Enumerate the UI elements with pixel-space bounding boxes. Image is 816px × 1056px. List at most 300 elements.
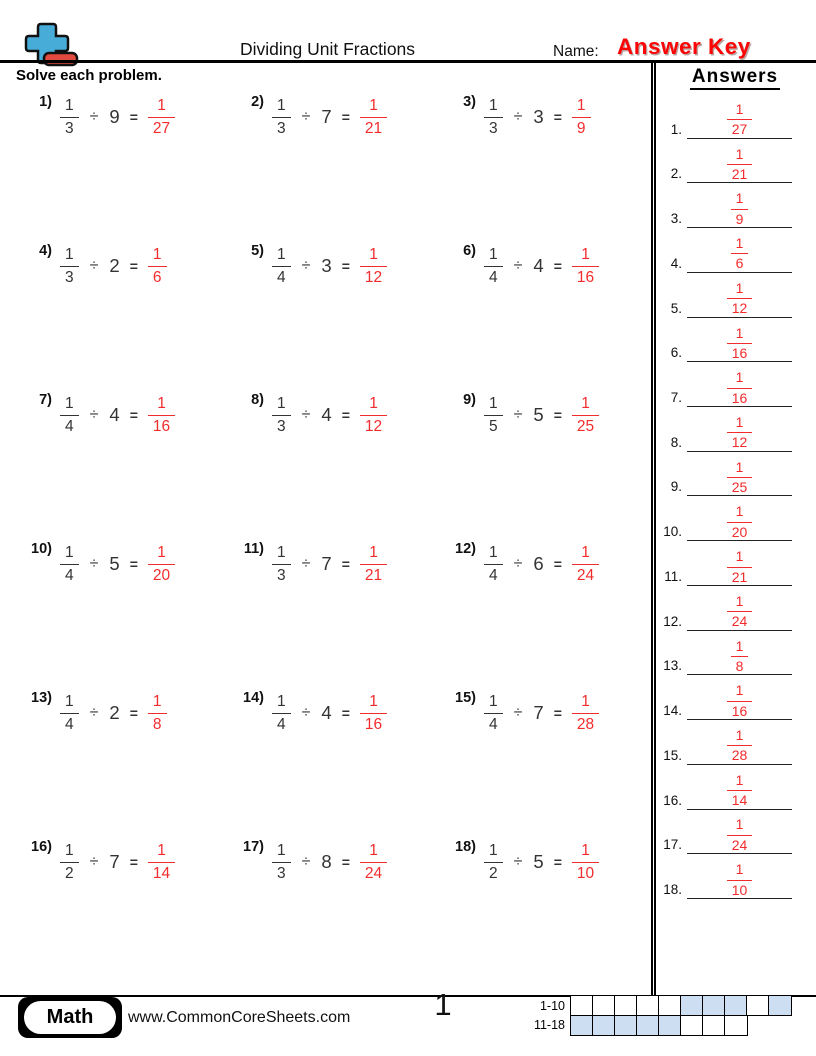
answer-fraction-denominator: 25 — [572, 415, 599, 435]
answer-number: 12. — [663, 613, 682, 629]
problem-number: 2) — [251, 94, 264, 110]
answer-number: 7. — [670, 390, 682, 406]
answer-fraction — [148, 395, 175, 434]
divide-sign: ÷ — [89, 108, 99, 125]
problem — [438, 94, 650, 140]
fraction-numerator: 1 — [489, 97, 498, 115]
answer-blank-line — [687, 94, 792, 139]
fraction-denominator: 4 — [272, 266, 291, 286]
fraction-numerator: 1 — [489, 842, 498, 860]
problem — [14, 839, 226, 885]
answer-fraction-numerator: 1 — [369, 395, 378, 413]
divisor-number: 4 — [109, 404, 120, 425]
score-cell — [658, 995, 682, 1016]
divide-sign: ÷ — [89, 406, 99, 423]
problem — [226, 839, 438, 885]
fraction-numerator: 1 — [65, 246, 74, 264]
divisor-number: 5 — [533, 851, 544, 872]
answers-heading-label: Answers — [690, 66, 780, 90]
answer-key-numerator: 1 — [735, 190, 744, 207]
answer-row — [656, 586, 792, 631]
answer-blank-line — [687, 496, 792, 541]
dividend-fraction — [60, 246, 79, 285]
answer-key-denominator: 10 — [727, 880, 753, 898]
answer-number: 15. — [663, 747, 682, 763]
answer-key-denominator: 6 — [731, 253, 749, 271]
fraction-denominator: 3 — [272, 117, 291, 137]
problem-number: 12) — [455, 541, 476, 557]
dividend-fraction — [60, 395, 79, 434]
fraction-denominator: 4 — [272, 713, 291, 733]
divisor-number: 5 — [533, 404, 544, 425]
divisor-number: 5 — [109, 553, 120, 574]
fraction-numerator: 1 — [489, 544, 498, 562]
score-cell — [680, 995, 704, 1016]
answer-blank-line — [687, 631, 792, 676]
answer-blank-line — [687, 228, 792, 273]
answer-fraction — [148, 842, 175, 881]
answer-row — [656, 183, 792, 228]
answer-fraction-numerator: 1 — [157, 97, 166, 115]
divide-sign: ÷ — [513, 555, 523, 572]
answer-key-denominator: 14 — [727, 790, 753, 808]
divisor-number: 9 — [109, 106, 120, 127]
answer-blank-line — [687, 854, 792, 899]
answer-key-denominator: 12 — [727, 298, 753, 316]
answer-key-numerator: 1 — [735, 279, 744, 296]
problem-number: 17) — [243, 839, 264, 855]
dividend-fraction — [272, 544, 291, 583]
fraction-denominator: 2 — [484, 862, 503, 882]
fraction-numerator: 1 — [277, 693, 286, 711]
equals-sign: = — [341, 258, 350, 274]
problem — [14, 94, 226, 140]
answer-fraction-numerator: 1 — [152, 693, 162, 711]
answer-blank-line — [687, 810, 792, 855]
answer-row — [656, 228, 792, 273]
score-row — [527, 995, 792, 1016]
score-cell — [702, 1015, 726, 1036]
answer-key-fraction — [727, 504, 753, 540]
divisor-number: 4 — [533, 255, 544, 276]
dividend-fraction — [272, 97, 291, 136]
fraction-numerator: 1 — [277, 842, 286, 860]
fraction-numerator: 1 — [65, 395, 74, 413]
answer-number: 8. — [670, 434, 682, 450]
problem — [226, 690, 438, 736]
problem — [226, 243, 438, 289]
score-cell — [592, 995, 616, 1016]
answer-fraction-numerator: 1 — [581, 842, 590, 860]
problem — [438, 839, 650, 885]
fraction-numerator: 1 — [65, 544, 74, 562]
problem-number: 3) — [463, 94, 476, 110]
answer-fraction-numerator: 1 — [369, 693, 378, 711]
equals-sign: = — [341, 556, 350, 572]
answer-key-denominator: 8 — [731, 656, 749, 674]
answer-fraction-numerator: 1 — [157, 544, 166, 562]
divide-sign: ÷ — [89, 555, 99, 572]
answer-fraction — [360, 97, 387, 136]
score-cell — [570, 995, 594, 1016]
answer-fraction-denominator: 12 — [360, 415, 387, 435]
answer-fraction-numerator: 1 — [581, 246, 590, 264]
divisor-number: 4 — [321, 404, 332, 425]
answer-key-fraction — [727, 549, 753, 585]
answer-fraction-denominator: 16 — [360, 713, 387, 733]
answer-fraction-numerator: 1 — [581, 395, 590, 413]
answer-fraction-numerator: 1 — [369, 842, 378, 860]
fraction-denominator: 4 — [484, 266, 503, 286]
equals-sign: = — [553, 258, 562, 274]
answer-number: 18. — [663, 881, 682, 897]
answer-fraction-numerator: 1 — [369, 97, 378, 115]
problem-number: 1) — [39, 94, 52, 110]
equals-sign: = — [129, 258, 138, 274]
equals-sign: = — [341, 109, 350, 125]
answer-row — [656, 139, 792, 184]
problem — [226, 392, 438, 438]
page-title: Dividing Unit Fractions — [239, 39, 416, 59]
equals-sign: = — [129, 407, 138, 423]
website-url: www.CommonCoreSheets.com — [128, 1009, 351, 1026]
problem — [14, 243, 226, 289]
score-cell — [768, 995, 792, 1016]
divide-sign: ÷ — [89, 853, 99, 870]
fraction-denominator: 3 — [272, 862, 291, 882]
answer-number: 14. — [663, 703, 682, 719]
fraction-denominator: 4 — [484, 564, 503, 584]
answer-number: 16. — [663, 792, 682, 808]
answer-fraction-numerator: 1 — [581, 544, 590, 562]
answer-row — [656, 318, 792, 363]
divisor-number: 7 — [321, 106, 332, 127]
header-divider-line — [0, 60, 816, 63]
answer-blank-line — [687, 273, 792, 318]
answer-row — [656, 273, 792, 318]
answer-fraction — [360, 842, 387, 881]
answer-fraction-denominator: 12 — [360, 266, 387, 286]
fraction-numerator: 1 — [489, 246, 498, 264]
answer-fraction-denominator: 16 — [572, 266, 599, 286]
answer-key-fraction — [727, 773, 753, 809]
answer-fraction — [148, 693, 167, 732]
equals-sign: = — [129, 854, 138, 870]
problem — [14, 690, 226, 736]
answer-key-fraction — [727, 281, 753, 317]
equals-sign: = — [553, 556, 562, 572]
score-table — [527, 995, 792, 1036]
dividend-fraction — [272, 693, 291, 732]
fraction-denominator: 4 — [484, 713, 503, 733]
answer-key-denominator: 16 — [727, 388, 753, 406]
divide-sign: ÷ — [513, 257, 523, 274]
answer-key-fraction — [727, 460, 753, 496]
answer-key-numerator: 1 — [735, 637, 744, 654]
answer-number: 4. — [670, 255, 682, 271]
problem — [226, 94, 438, 140]
problem-number: 9) — [463, 392, 476, 408]
dividend-fraction — [60, 842, 79, 881]
answer-fraction-denominator: 9 — [572, 117, 591, 137]
answer-fraction — [360, 246, 387, 285]
score-cell — [680, 1015, 704, 1036]
divide-sign: ÷ — [301, 704, 311, 721]
dividend-fraction — [484, 395, 503, 434]
divide-sign: ÷ — [513, 853, 523, 870]
answer-fraction-numerator: 1 — [157, 395, 166, 413]
equals-sign: = — [553, 407, 562, 423]
answer-key-denominator: 12 — [727, 432, 753, 450]
answer-blank-line — [687, 541, 792, 586]
dividend-fraction — [484, 246, 503, 285]
answer-fraction — [148, 246, 167, 285]
problem — [438, 541, 650, 587]
answer-blank-line — [687, 362, 792, 407]
answer-blank-line — [687, 586, 792, 631]
answer-key-numerator: 1 — [735, 592, 744, 609]
divide-sign: ÷ — [513, 704, 523, 721]
answer-fraction-denominator: 14 — [148, 862, 175, 882]
fraction-numerator: 1 — [65, 693, 74, 711]
answer-number: 5. — [670, 300, 682, 316]
problem-number: 13) — [31, 690, 52, 706]
score-cells — [570, 995, 792, 1016]
answer-fraction — [148, 544, 175, 583]
dividend-fraction — [272, 246, 291, 285]
problem — [438, 243, 650, 289]
divisor-number: 2 — [109, 702, 120, 723]
divisor-number: 2 — [109, 255, 120, 276]
divide-sign: ÷ — [89, 257, 99, 274]
answer-fraction-denominator: 28 — [572, 713, 599, 733]
answer-fraction-denominator: 27 — [148, 117, 175, 137]
divide-sign: ÷ — [513, 406, 523, 423]
answer-key-numerator: 1 — [735, 861, 744, 878]
answer-key-numerator: 1 — [735, 727, 744, 743]
answer-key-fraction — [727, 415, 753, 451]
answer-fraction-denominator: 24 — [572, 564, 599, 584]
problem-number: 4) — [39, 243, 52, 259]
answer-key-numerator: 1 — [735, 235, 744, 252]
problem-number: 6) — [463, 243, 476, 259]
answer-key-numerator: 1 — [735, 413, 744, 430]
divisor-number: 4 — [321, 702, 332, 723]
answer-key-numerator: 1 — [735, 369, 744, 386]
answer-key-numerator: 1 — [735, 816, 744, 833]
score-row-label: 1-10 — [539, 998, 565, 1013]
answer-row — [656, 765, 792, 810]
fraction-denominator: 3 — [484, 117, 503, 137]
fraction-numerator: 1 — [277, 246, 286, 264]
answer-key-numerator: 1 — [735, 503, 744, 520]
fraction-denominator: 3 — [272, 415, 291, 435]
answer-number: 10. — [663, 524, 682, 540]
answer-fraction — [360, 395, 387, 434]
dividend-fraction — [60, 544, 79, 583]
problem-number: 14) — [243, 690, 264, 706]
answer-key-denominator: 20 — [727, 522, 753, 540]
divisor-number: 8 — [321, 851, 332, 872]
equals-sign: = — [129, 705, 138, 721]
answer-blank-line — [687, 720, 792, 765]
math-subject-badge — [18, 997, 122, 1038]
score-cell — [724, 995, 748, 1016]
dividend-fraction — [484, 97, 503, 136]
answer-row — [656, 854, 792, 899]
answer-blank-line — [687, 452, 792, 497]
fraction-denominator: 5 — [484, 415, 503, 435]
answer-key-numerator: 1 — [735, 324, 744, 341]
answer-key-fraction — [727, 862, 753, 898]
answer-fraction — [572, 544, 599, 583]
problem-number: 5) — [251, 243, 264, 259]
score-cells — [570, 1015, 748, 1036]
fraction-denominator: 3 — [272, 564, 291, 584]
answer-fraction — [360, 693, 387, 732]
answer-number: 9. — [670, 479, 682, 495]
answer-number: 3. — [670, 211, 682, 227]
dividend-fraction — [60, 693, 79, 732]
answer-key-denominator: 27 — [727, 119, 753, 137]
dividend-fraction — [272, 842, 291, 881]
answer-key-fraction — [727, 102, 753, 138]
answer-fraction-denominator: 10 — [572, 862, 599, 882]
problem-number: 8) — [251, 392, 264, 408]
answer-row — [656, 675, 792, 720]
answer-fraction — [572, 842, 599, 881]
divisor-number: 3 — [533, 106, 544, 127]
dividend-fraction — [484, 842, 503, 881]
answer-fraction — [572, 395, 599, 434]
answer-number: 1. — [670, 121, 682, 137]
answer-key-denominator: 21 — [727, 567, 753, 585]
equals-sign: = — [553, 705, 562, 721]
dividend-fraction — [484, 693, 503, 732]
answer-key-fraction — [731, 639, 749, 675]
answer-key-numerator: 1 — [735, 771, 744, 788]
answer-row — [656, 94, 792, 139]
problem — [438, 392, 650, 438]
answer-key-numerator: 1 — [735, 100, 744, 117]
divide-sign: ÷ — [89, 704, 99, 721]
dividend-fraction — [272, 395, 291, 434]
fraction-numerator: 1 — [489, 693, 498, 711]
answer-key-fraction — [727, 326, 753, 362]
answer-fraction-denominator: 24 — [360, 862, 387, 882]
fraction-numerator: 1 — [277, 544, 286, 562]
answer-fraction — [360, 544, 387, 583]
answer-key-denominator: 28 — [727, 745, 753, 763]
equals-sign: = — [341, 854, 350, 870]
answer-fraction — [148, 97, 175, 136]
answer-key-fraction — [731, 191, 749, 227]
answer-key-fraction — [727, 817, 753, 853]
answer-number: 11. — [664, 568, 682, 584]
answer-fraction-denominator: 16 — [148, 415, 175, 435]
dividend-fraction — [60, 97, 79, 136]
fraction-denominator: 4 — [60, 564, 79, 584]
answer-key-denominator: 9 — [731, 209, 749, 227]
equals-sign: = — [553, 109, 562, 125]
problem-number: 16) — [31, 839, 52, 855]
answer-fraction-denominator: 21 — [360, 564, 387, 584]
fraction-denominator: 3 — [60, 117, 79, 137]
divide-sign: ÷ — [301, 257, 311, 274]
answer-blank-line — [687, 318, 792, 363]
problem — [14, 541, 226, 587]
answer-fraction — [572, 97, 591, 136]
fraction-numerator: 1 — [277, 395, 286, 413]
answer-key-fraction — [727, 594, 753, 630]
score-cell — [614, 995, 638, 1016]
answer-fraction-denominator: 21 — [360, 117, 387, 137]
answer-key-denominator: 16 — [727, 701, 753, 719]
answer-fraction-numerator: 1 — [157, 842, 166, 860]
problem-number: 18) — [455, 839, 476, 855]
answer-key-numerator: 1 — [735, 145, 744, 162]
problem — [14, 392, 226, 438]
fraction-denominator: 4 — [60, 713, 79, 733]
fraction-denominator: 4 — [60, 415, 79, 435]
answer-blank-line — [687, 407, 792, 452]
divide-sign: ÷ — [301, 406, 311, 423]
divide-sign: ÷ — [301, 108, 311, 125]
answer-row — [656, 362, 792, 407]
divisor-number: 7 — [109, 851, 120, 872]
score-cell — [636, 1015, 660, 1036]
problem-number: 10) — [31, 541, 52, 557]
answer-number: 13. — [663, 658, 682, 674]
score-cell — [636, 995, 660, 1016]
answer-blank-line — [687, 765, 792, 810]
score-cell — [658, 1015, 682, 1036]
answer-key-fraction — [727, 147, 753, 183]
answer-row — [656, 407, 792, 452]
answer-blank-line — [687, 139, 792, 184]
score-cell — [746, 995, 770, 1016]
score-row — [527, 1015, 792, 1036]
divisor-number: 7 — [533, 702, 544, 723]
score-cell — [724, 1015, 748, 1036]
equals-sign: = — [129, 109, 138, 125]
answer-row — [656, 810, 792, 855]
equals-sign: = — [129, 556, 138, 572]
score-cell — [570, 1015, 594, 1036]
answer-number: 6. — [670, 345, 682, 361]
answer-row — [656, 631, 792, 676]
answer-fraction-numerator: 1 — [369, 544, 378, 562]
answers-heading — [660, 66, 810, 88]
score-cell — [702, 995, 726, 1016]
problem-number: 11) — [243, 541, 264, 557]
answer-key-denominator: 21 — [727, 164, 753, 182]
equals-sign: = — [341, 705, 350, 721]
score-cell — [614, 1015, 638, 1036]
answer-fraction-denominator: 20 — [148, 564, 175, 584]
equals-sign: = — [553, 854, 562, 870]
answer-fraction-numerator: 1 — [576, 97, 586, 115]
answers-list — [656, 94, 792, 899]
answer-key-fraction — [727, 683, 753, 719]
problem-number: 15) — [455, 690, 476, 706]
answer-fraction-numerator: 1 — [152, 246, 162, 264]
score-cell — [592, 1015, 616, 1036]
answer-fraction — [572, 246, 599, 285]
divide-sign: ÷ — [301, 555, 311, 572]
dividend-fraction — [484, 544, 503, 583]
answer-row — [656, 496, 792, 541]
